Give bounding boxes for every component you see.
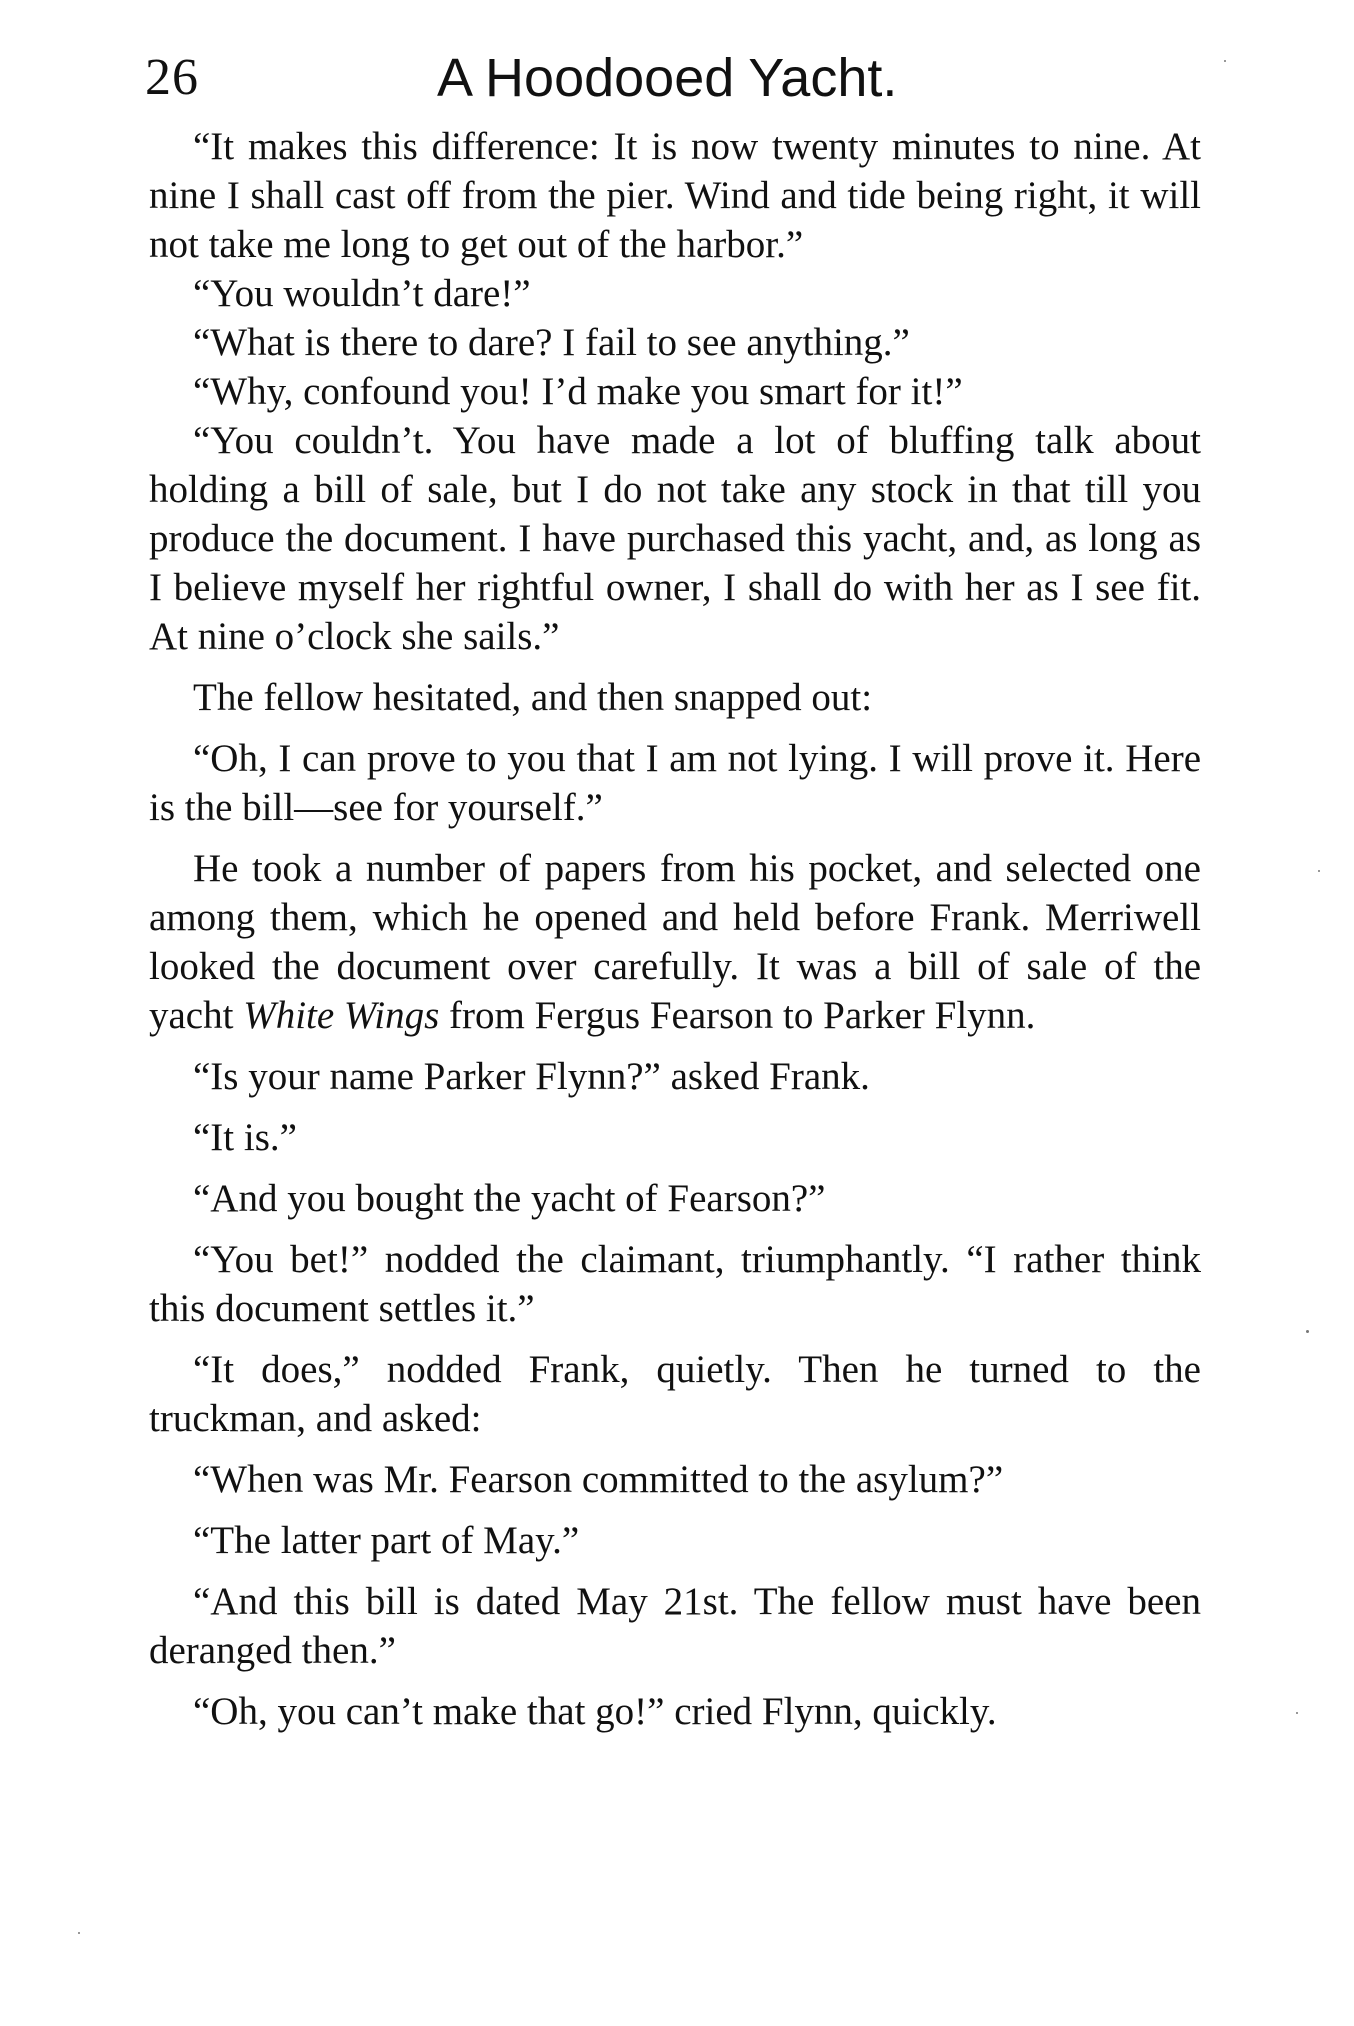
paragraph: “You wouldn’t dare!” <box>193 272 531 315</box>
paragraph-text: from Fergus Fearson to Parker Flynn. <box>439 994 1036 1037</box>
paragraph: “The latter part of May.” <box>193 1519 580 1562</box>
paragraph: “Oh, you can’t make that go!” cried Flynn, quickly. <box>193 1690 997 1733</box>
speck <box>1296 1712 1298 1714</box>
paragraph: “You couldn’t. You have made a lot of bluffing talk about holding a bill of sale, but I do not take any stock in that till you produce the document. I have purchased this yacht, and, as long as I believe myself her rightful owner, I shall do with her as I see fit. At nine o’clock she sails.” <box>149 419 1201 658</box>
paragraph: “And this bill is dated May 21st. The fellow must have been deranged then.” <box>149 1580 1201 1672</box>
paragraph: “Is your name Parker Flynn?” asked Frank. <box>193 1055 870 1098</box>
speck <box>1306 1330 1309 1333</box>
page-header <box>145 38 910 118</box>
body-text <box>149 122 1201 1736</box>
paragraph <box>149 844 1201 1040</box>
paragraph: The fellow hesitated, and then snapped out: <box>193 676 873 719</box>
speck <box>1318 870 1320 872</box>
paragraph: “It makes this difference: It is now twenty minutes to nine. At nine I shall cast off from the pier. Wind and tide being right, it will not take me long to get out of the harbor.” <box>149 125 1201 266</box>
speck <box>1224 60 1226 62</box>
paragraph: “It does,” nodded Frank, quietly. Then he turned to the truckman, and asked: <box>149 1348 1201 1440</box>
paragraph: “Oh, I can prove to you that I am not lying. I will prove it. Here is the bill—see for yourself.” <box>149 737 1201 829</box>
paragraph-text: He took a number of papers from his pocket, and selected one among them, which he opened and held before Frank. Merriwell looked the document over carefully. It was a bill of sale of the yacht <box>149 847 1201 1037</box>
running-title: A Hoodooed Yacht. <box>437 48 898 108</box>
speck <box>78 1932 80 1934</box>
page-number: 26 <box>145 49 199 106</box>
paragraph: “When was Mr. Fearson committed to the asylum?” <box>193 1458 1004 1501</box>
paragraph: “It is.” <box>193 1116 297 1159</box>
paragraph: “Why, confound you! I’d make you smart for it!” <box>193 370 963 413</box>
paragraph: “What is there to dare? I fail to see anything.” <box>193 321 910 364</box>
paragraph: “You bet!” nodded the claimant, triumphantly. “I rather think this document settles it.” <box>149 1238 1201 1330</box>
paragraph: “And you bought the yacht of Fearson?” <box>193 1177 826 1220</box>
yacht-name: White Wings <box>243 994 440 1037</box>
